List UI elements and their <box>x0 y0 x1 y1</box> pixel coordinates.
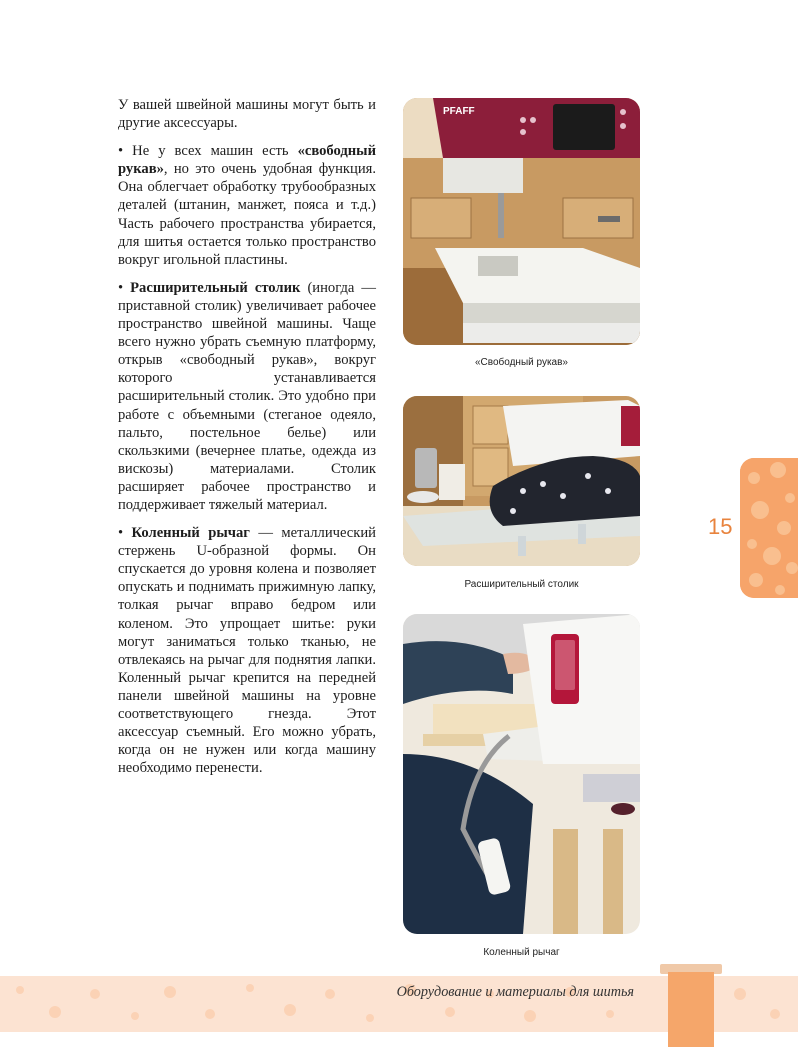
caption-knee-lever: Коленный рычаг <box>483 947 560 958</box>
body-text <box>118 96 376 787</box>
term-extension-table: Расширительный столик <box>130 279 301 296</box>
paragraph-text: (иногда — приставной столик) увеличивает рабочее пространство швейной машины. Чаще всего нужно убрать съемную платформу, открыв «свободный рукав», вокруг которого устанавливается расширительный столик. Это удобно при работе с объемными (стеганое одеяло, пальто, постельное белье) или скользкими (вечернее платье, одежда из вискозы) материалами. Столик расширяет рабочее пространство и поддерживает тяжелый материал. <box>118 279 376 513</box>
paragraph-text: , но это очень удобная функция. Она облегчает обработку трубообразных деталей (штанин, манжет, пояса и т.д.) Часть рабочего пространства убирается, для шитья остается только пространство вокруг игольной пластины. <box>118 161 376 268</box>
sewing-machine-photo <box>403 98 640 345</box>
bullet: • <box>118 143 133 160</box>
paragraph-text: — металлический стержень U-образной формы. Он спускается до уровня колена и позволяет опускать и поднимать прижимную лапку, толкая рычаг вправо бедром или коленом. Это упрощает шитье: руки могут заниматься только тканью, не отвлекаясь на рычаг для поднятия лапки. Коленный рычаг крепится на передней панели швейной машины на уровне соответствующего гнезда. Этот аксессуар съемный. Его можно убрать, когда он не нужен или когда машину необходимо перенести. <box>118 525 376 777</box>
lead-text: Не у всех машин есть <box>132 143 298 160</box>
page-tab <box>740 458 798 598</box>
tab-pattern <box>740 458 798 598</box>
caption-extension-table: Расширительный столик <box>464 579 579 590</box>
caption-free-arm: «Свободный рукав» <box>474 357 568 368</box>
thread-spool-icon <box>668 972 714 1047</box>
bullet: • <box>118 279 131 296</box>
photo-free-arm <box>403 98 640 345</box>
bullet: • <box>118 525 132 542</box>
term-knee-lever: Коленный рычаг <box>131 525 250 542</box>
paragraph-extension-table <box>118 279 376 514</box>
knee-lever-photo <box>403 614 640 934</box>
extension-table-photo <box>403 396 640 566</box>
paragraph-knee-lever <box>118 524 376 777</box>
intro-paragraph: У вашей швейной машины могут быть и другие аксессуары. <box>118 97 376 132</box>
page-number: 15 <box>708 514 733 539</box>
footer-title: Оборудование и материалы для шитья <box>396 984 634 1000</box>
photo-knee-lever <box>403 614 640 934</box>
brand-logo: PFAFF <box>443 106 475 117</box>
paragraph-free-arm <box>118 142 376 269</box>
term-free-arm: «свободный рукав» <box>118 143 376 178</box>
photo-extension-table <box>403 396 640 566</box>
